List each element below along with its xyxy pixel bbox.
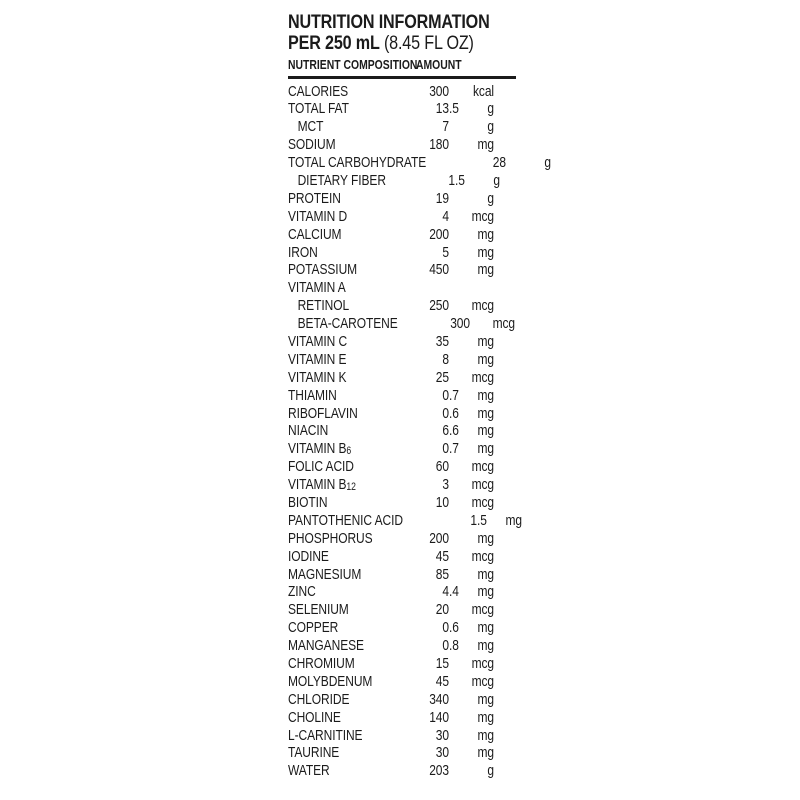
table-row bbox=[288, 583, 516, 601]
amount-int bbox=[413, 279, 449, 297]
amount-frac bbox=[449, 244, 460, 262]
table-row bbox=[288, 100, 516, 118]
amount-int: 300 bbox=[450, 315, 471, 333]
amount-unit: mg bbox=[477, 440, 494, 458]
table-row bbox=[288, 422, 516, 440]
header-divider-rule bbox=[288, 76, 516, 79]
serving-size-line bbox=[288, 33, 516, 54]
amount-unit: mg bbox=[477, 225, 494, 243]
amount-unit: mg bbox=[477, 619, 494, 637]
nutrient-label: CHOLINE bbox=[288, 708, 341, 726]
table-row bbox=[288, 673, 516, 691]
amount-frac: .5 bbox=[476, 511, 487, 529]
amount-int: 35 bbox=[435, 332, 449, 350]
panel-title bbox=[288, 12, 516, 33]
table-row bbox=[288, 333, 516, 351]
table-row bbox=[288, 709, 516, 727]
amount-int: 4 bbox=[442, 207, 449, 225]
amount-frac bbox=[449, 136, 460, 154]
amount-frac bbox=[470, 315, 481, 333]
table-row bbox=[288, 315, 516, 333]
amount-unit: g bbox=[487, 189, 494, 207]
amount-int: 250 bbox=[429, 297, 449, 315]
amount-int: 1 bbox=[470, 511, 477, 529]
amount-unit: mcg bbox=[492, 315, 516, 333]
amount-unit: mg bbox=[477, 243, 494, 261]
amount-int: 200 bbox=[429, 225, 449, 243]
serving-size-bold: PER 250 mL bbox=[288, 33, 380, 54]
amount-int: 15 bbox=[435, 655, 449, 672]
amount-frac: .7 bbox=[449, 386, 459, 404]
amount-frac: .5 bbox=[455, 171, 466, 189]
amount-frac bbox=[449, 530, 460, 548]
amount-frac bbox=[449, 226, 460, 244]
table-row bbox=[288, 619, 516, 637]
amount-int: 7 bbox=[442, 118, 449, 136]
amount-frac: .7 bbox=[449, 440, 459, 458]
nutrient-label: PHOSPHORUS bbox=[288, 529, 373, 547]
table-row bbox=[288, 154, 551, 172]
amount-unit: mcg bbox=[471, 655, 494, 672]
amount-unit: mcg bbox=[471, 547, 494, 565]
table-row bbox=[288, 405, 516, 423]
amount-unit: g bbox=[544, 154, 551, 172]
nutrient-label: PROTEIN bbox=[288, 189, 341, 207]
nutrient-label: TOTAL CARBOHYDRATE bbox=[288, 154, 427, 172]
nutrient-label: VITAMIN A bbox=[288, 279, 346, 297]
nutrient-label: WATER bbox=[288, 762, 330, 780]
table-row bbox=[288, 476, 516, 494]
nutrient-label: MANGANESE bbox=[288, 637, 364, 655]
amount-int: 13 bbox=[435, 100, 449, 118]
table-row bbox=[288, 655, 516, 673]
table-row bbox=[288, 744, 516, 762]
nutrient-label: VITAMIN K bbox=[288, 368, 347, 386]
amount-unit: g bbox=[487, 762, 494, 780]
amount-unit: mg bbox=[477, 744, 494, 762]
nutrient-label: FOLIC ACID bbox=[288, 458, 354, 476]
table-row bbox=[288, 172, 516, 190]
nutrient-label: IODINE bbox=[288, 547, 329, 565]
amount-frac bbox=[506, 154, 517, 172]
amount-unit: mcg bbox=[471, 672, 494, 690]
amount-frac bbox=[449, 83, 460, 101]
amount-int: 45 bbox=[435, 672, 449, 690]
amount-unit: mg bbox=[477, 386, 494, 404]
amount-unit: mg bbox=[477, 690, 494, 708]
nutrient-label: BIOTIN bbox=[288, 493, 328, 511]
amount-frac bbox=[449, 351, 460, 369]
nutrient-label: DIETARY FIBER bbox=[297, 171, 386, 189]
amount-unit: mg bbox=[477, 136, 494, 154]
amount-frac: .6 bbox=[449, 422, 459, 440]
amount-unit: mg bbox=[477, 261, 494, 279]
amount-int: 1 bbox=[448, 171, 456, 189]
table-row bbox=[288, 530, 516, 548]
amount-frac bbox=[449, 494, 460, 512]
table-row bbox=[288, 208, 516, 226]
amount-frac bbox=[449, 458, 460, 476]
amount-int: 10 bbox=[435, 493, 449, 511]
amount-int: 0 bbox=[442, 440, 449, 458]
amount-int: 340 bbox=[429, 690, 449, 708]
nutrient-label: POTASSIUM bbox=[288, 261, 358, 279]
nutrient-label: SODIUM bbox=[288, 136, 336, 154]
amount-unit: kcal bbox=[472, 82, 494, 100]
amount-frac bbox=[449, 333, 460, 351]
amount-frac bbox=[449, 673, 460, 691]
amount-unit: mg bbox=[477, 350, 494, 368]
amount-int: 140 bbox=[429, 708, 449, 726]
amount-unit: mg bbox=[477, 637, 494, 655]
nutrient-label: CALORIES bbox=[288, 82, 349, 100]
amount-int: 300 bbox=[429, 82, 449, 100]
amount-unit: mcg bbox=[471, 368, 494, 386]
nutrient-label: TAURINE bbox=[288, 744, 340, 762]
amount-int: 28 bbox=[492, 154, 506, 172]
amount-int: 450 bbox=[429, 261, 449, 279]
table-row bbox=[288, 458, 516, 476]
nutrient-label: VITAMIN C bbox=[288, 332, 348, 350]
amount-frac bbox=[449, 369, 460, 387]
panel-title-text: NUTRITION INFORMATION bbox=[288, 12, 490, 33]
amount-int: 45 bbox=[435, 547, 449, 565]
amount-frac bbox=[449, 548, 460, 566]
nutrition-facts-panel bbox=[288, 12, 551, 780]
amount-int: 3 bbox=[442, 476, 449, 494]
amount-frac bbox=[449, 297, 460, 315]
amount-unit: mg bbox=[477, 404, 494, 422]
amount-unit: g bbox=[487, 100, 494, 118]
nutrient-label: L-CARNITINE bbox=[288, 726, 363, 744]
amount-int: 180 bbox=[429, 136, 449, 154]
table-row bbox=[288, 511, 522, 530]
table-row bbox=[288, 244, 516, 262]
amount-frac bbox=[449, 709, 460, 727]
amount-unit: mcg bbox=[471, 601, 494, 619]
table-row bbox=[288, 494, 516, 512]
table-row bbox=[288, 118, 516, 136]
amount-int: 5 bbox=[442, 243, 449, 261]
nutrient-label: VITAMIN $B_{12}$ bbox=[288, 476, 356, 494]
amount-frac bbox=[449, 208, 460, 226]
amount-int: 30 bbox=[435, 744, 449, 762]
table-row bbox=[288, 279, 516, 297]
amount-frac: .6 bbox=[449, 404, 459, 422]
table-row bbox=[288, 727, 516, 745]
amount-unit: mcg bbox=[471, 458, 494, 476]
amount-unit: mcg bbox=[471, 476, 494, 494]
nutrient-label: BETA-CAROTENE bbox=[297, 315, 398, 333]
nutrient-label: THIAMIN bbox=[288, 386, 337, 404]
amount-int: 20 bbox=[435, 601, 449, 619]
amount-frac bbox=[449, 190, 460, 208]
nutrient-label: TOTAL FAT bbox=[288, 100, 349, 118]
amount-frac bbox=[449, 118, 460, 136]
table-row bbox=[288, 691, 516, 709]
amount-frac: .8 bbox=[449, 637, 459, 655]
amount-int: 25 bbox=[435, 368, 449, 386]
amount-int: 200 bbox=[429, 529, 449, 547]
amount-unit: mg bbox=[505, 511, 522, 529]
nutrient-label: RIBOFLAVIN bbox=[288, 404, 358, 422]
amount-frac: .5 bbox=[449, 100, 459, 118]
nutrient-label: PANTOTHENIC ACID bbox=[288, 511, 403, 529]
amount-int: 0 bbox=[442, 386, 449, 404]
amount-int: 30 bbox=[435, 726, 449, 744]
amount-int: 4 bbox=[442, 583, 449, 601]
table-row bbox=[288, 548, 516, 566]
amount-unit: mcg bbox=[471, 297, 494, 315]
amount-unit: mg bbox=[477, 708, 494, 726]
nutrient-label: CALCIUM bbox=[288, 225, 342, 243]
nutrient-label: MOLYBDENUM bbox=[288, 672, 373, 690]
column-header-amount: AMOUNT bbox=[416, 57, 462, 72]
table-row bbox=[288, 261, 516, 279]
table-row bbox=[288, 136, 516, 154]
table-row bbox=[288, 190, 516, 208]
amount-unit: mg bbox=[477, 529, 494, 547]
table-row bbox=[288, 83, 516, 101]
nutrient-label: VITAMIN $B_6$ bbox=[288, 440, 352, 458]
nutrient-label: SELENIUM bbox=[288, 601, 349, 619]
column-headers bbox=[288, 57, 516, 72]
table-row bbox=[288, 226, 516, 244]
column-header-nutrient: NUTRIENT COMPOSITION bbox=[288, 57, 418, 72]
amount-int: 0 bbox=[442, 637, 449, 655]
amount-unit: mg bbox=[477, 583, 494, 601]
amount-int: 0 bbox=[442, 404, 449, 422]
amount-unit: mg bbox=[477, 422, 494, 440]
amount-unit: mg bbox=[477, 565, 494, 583]
nutrient-label: ZINC bbox=[288, 583, 316, 601]
amount-unit: mcg bbox=[471, 493, 494, 511]
nutrient-label: VITAMIN E bbox=[288, 350, 347, 368]
table-row bbox=[288, 387, 516, 405]
nutrient-label: IRON bbox=[288, 243, 318, 261]
table-row bbox=[288, 637, 516, 655]
nutrient-label: CHROMIUM bbox=[288, 655, 355, 672]
amount-frac bbox=[449, 279, 460, 297]
nutrient-label: MCT bbox=[297, 118, 324, 136]
nutrient-label: COPPER bbox=[288, 619, 339, 637]
amount-frac bbox=[449, 601, 460, 619]
amount-frac bbox=[449, 691, 460, 709]
table-row bbox=[288, 297, 516, 315]
amount-frac bbox=[449, 261, 460, 279]
nutrient-table-body bbox=[288, 82, 551, 781]
table-row bbox=[288, 601, 516, 619]
amount-unit: g bbox=[487, 118, 494, 136]
amount-int: 19 bbox=[435, 189, 449, 207]
table-row bbox=[288, 762, 516, 780]
amount-unit bbox=[469, 279, 494, 297]
amount-frac bbox=[449, 655, 460, 673]
nutrient-label: CHLORIDE bbox=[288, 690, 350, 708]
amount-unit: mcg bbox=[471, 207, 494, 225]
amount-unit: mg bbox=[477, 332, 494, 350]
amount-frac bbox=[449, 744, 460, 762]
table-row bbox=[288, 566, 516, 584]
amount-unit: mg bbox=[477, 726, 494, 744]
table-row bbox=[288, 369, 516, 387]
nutrient-label: VITAMIN D bbox=[288, 207, 348, 225]
nutrient-label: NIACIN bbox=[288, 422, 329, 440]
amount-int: 8 bbox=[442, 350, 449, 368]
amount-int: 6 bbox=[442, 422, 449, 440]
amount-int: 60 bbox=[435, 458, 449, 476]
amount-frac: .6 bbox=[449, 619, 459, 637]
table-row bbox=[288, 440, 516, 458]
serving-size-rest: (8.45 FL OZ) bbox=[379, 33, 474, 54]
amount-frac bbox=[449, 727, 460, 745]
amount-frac bbox=[449, 566, 460, 584]
amount-int: 85 bbox=[435, 565, 449, 583]
amount-unit: g bbox=[493, 171, 501, 189]
amount-frac bbox=[449, 762, 460, 780]
amount-frac: .4 bbox=[449, 583, 459, 601]
amount-int: 203 bbox=[429, 762, 449, 780]
amount-int: 0 bbox=[442, 619, 449, 637]
table-row bbox=[288, 351, 516, 369]
nutrient-label: RETINOL bbox=[297, 297, 350, 315]
nutrient-label: MAGNESIUM bbox=[288, 565, 362, 583]
